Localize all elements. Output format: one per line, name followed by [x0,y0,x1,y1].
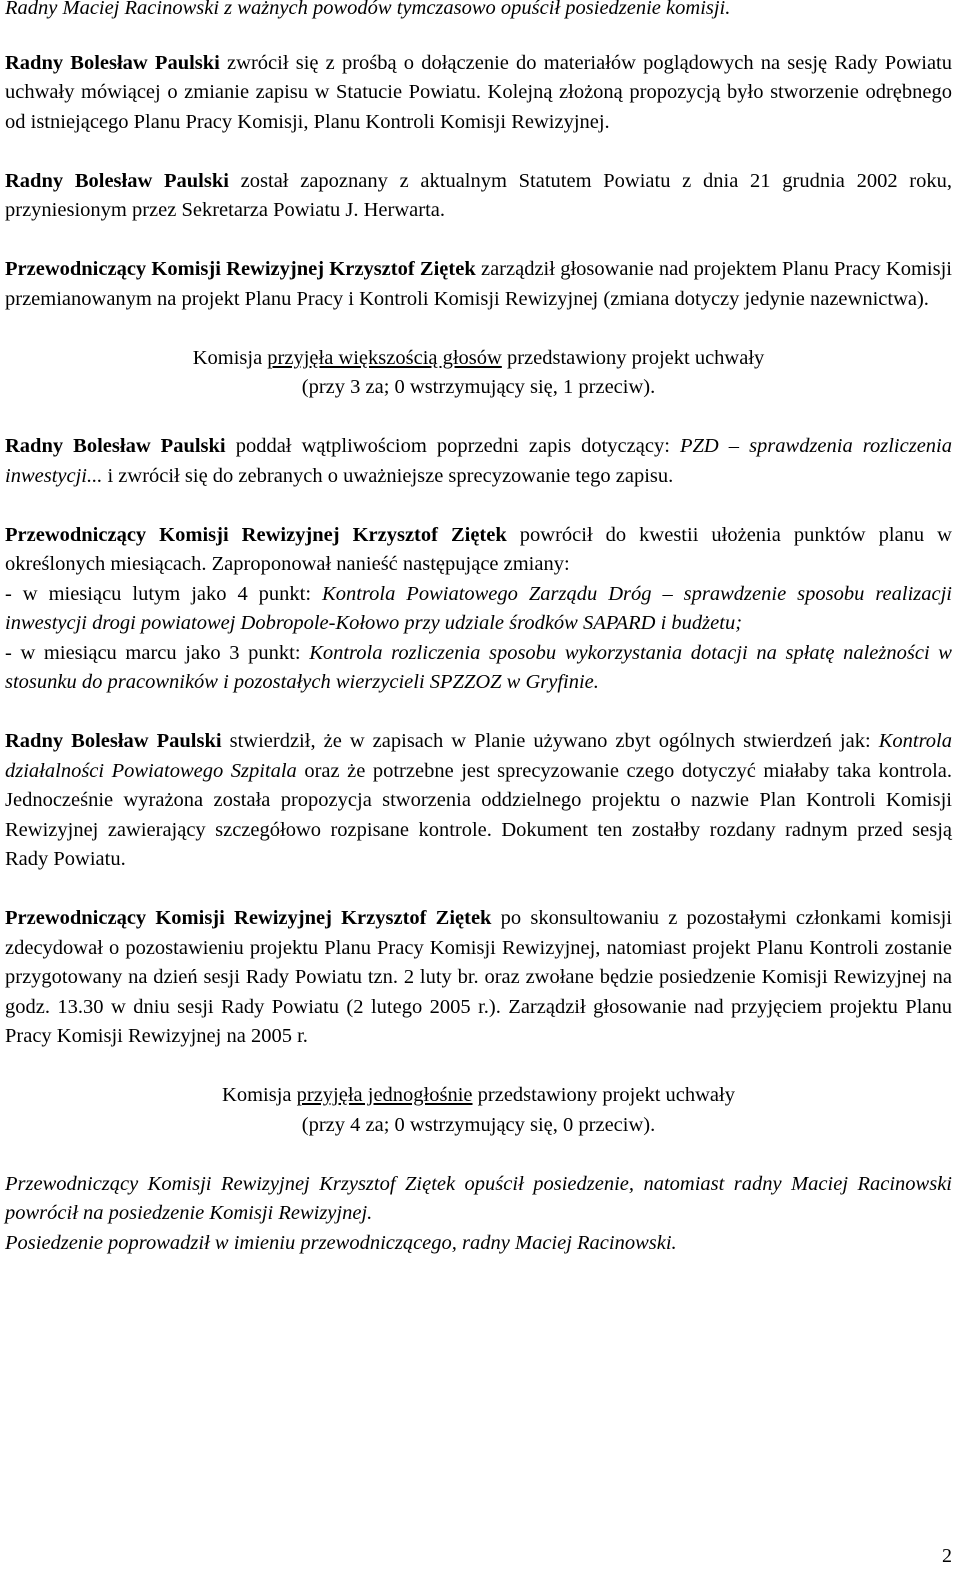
paragraph-text: po skonsultowaniu z pozostałymi członkami komisji zdecydował o pozostawieniu projektu Planu Pracy Komisji Rewizyjnej, natomiast projekt Planu Kontroli zostanie przygotowany na dzień sesji Rady Powiatu tzn. 2 luty br. oraz zwołane będzie posiedzenie Komisji Rewizyjnej na godz. 13.30 w dniu sesji Rady Powiatu (2 lutego 2005 r.). Zarządził głosowanie nad przyjęciem projektu Planu Pracy Komisji Rewizyjnej na 2005 r. [5,907,952,1047]
italic-quote: Kontrola działalności Powiatowego Szpitala [5,730,952,782]
paragraph-paulski-general: Radny Bolesław Paulski stwierdził, że w zapisach w Planie używano zbyt ogólnych stwierdzeń jak: Kontrola działalności Powiatowego Szpitala oraz że potrzebne jest sprecyzowanie czego dotyczyć miałaby taka kontrola. Jednocześnie wyrażona została propozycja stworzenia oddzielnego projektu o nazwie Plan Kontroli Komisji Rewizyjnej zawierający szczegółowo rozpisane kontrole. Dokument ten zostałby rozdany radnym przed sesją Rady Powiatu. [5,730,952,870]
paragraph-chairman-decision [5,904,952,1052]
paragraph-racinowski-leaves [5,0,952,24]
speaker-name: Przewodniczący Komisji Rewizyjnej Krzysztof Ziętek [5,523,507,546]
paragraph-text: zwrócił się z prośbą o dołączenie do materiałów poglądowych na sesję Rady Powiatu uchwały mówiącej o zmianie zapisu w Statucie Powiatu. Kolejną złożoną propozycją było stworzenie odrębnego od istniejącego Planu Pracy Komisji, Planu Kontroli Komisji Rewizyjnej. [5,51,953,133]
list-item-february: - w miesiącu lutym jako 4 punkt: Kontrola Powiatowego Zarządu Dróg – sprawdzenie sposobu realizacji inwestycji drogi powiatowej Dobropole-Kołowo przy udziale środków SAPARD i budżetu; [5,582,952,634]
speaker-name: Przewodniczący Komisji Rewizyjnej Krzysztof Ziętek [5,258,476,280]
paragraph-chairman-changes [5,521,952,580]
page-number: 2 [942,1545,952,1567]
italic-text: Przewodniczący Komisji Rewizyjnej Krzysztof Ziętek opuścił posiedzenie, natomiast radny Maciej Racinowski powrócił na posiedzenie Komisji Rewizyjnej. [5,1172,952,1224]
paragraph-text: został zapoznany z aktualnym Statutem Powiatu z dnia 21 grudnia 2002 roku, przyniesionym przez Sekretarza Powiatu J. Herwarta. [5,169,953,221]
italic-item: Kontrola rozliczenia sposobu wykorzystania dotacji na spłatę należności w stosunku do pracowników i pozostałych wierzycieli SPZZOZ w Gryfinie. [5,641,952,693]
vote-count-2: (przy 4 za; 0 wstrzymujący się, 0 przeciw). [301,1113,656,1136]
vote-result-1: Komisja przyjęła większością głosów przedstawiony projekt uchwały [192,346,765,369]
closing-paragraph-1 [5,1170,952,1229]
paragraph-paulski-statute [5,167,952,226]
speaker-name: Radny Bolesław Paulski [5,730,222,752]
vote-count-1: (przy 3 za; 0 wstrzymujący się, 1 przeciw). [301,376,656,398]
vote-outcome: przyjęła jednogłośnie [296,1084,473,1106]
italic-text: Posiedzenie poprowadził w imieniu przewodniczącego, radny Maciej Racinowski. [5,1231,677,1254]
speaker-name: Radny Bolesław Paulski [5,51,220,74]
speaker-name: Radny Bolesław Paulski [5,435,226,457]
vote-outcome: przyjęła większością głosów [267,346,502,369]
speaker-name: Przewodniczący Komisji Rewizyjnej Krzysztof Ziętek [5,907,492,929]
paragraph-paulski-request [5,49,952,138]
italic-text: Radny Maciej Racinowski z ważnych powodów tymczasowo opuścił posiedzenie komisji. [5,0,731,19]
paragraph-text: zarządził głosowanie nad projektem Planu Pracy Komisji przemianowanym na projekt Planu Pracy i Kontroli Komisji Rewizyjnej (zmiana dotyczy jedynie nazewnictwa). [5,258,952,310]
paragraph-chairman-vote [5,255,952,314]
italic-item: Kontrola Powiatowego Zarządu Dróg – sprawdzenie sposobu realizacji inwestycji drogi powiatowej Dobropole-Kołowo przy udziale środków SAPARD i budżetu; [5,582,952,634]
paragraph-text: powrócił do kwestii ułożenia punktów planu w określonych miesiącach. Zaproponował nanieść następujące zmiany: [5,523,952,575]
closing-paragraph-2 [5,1229,952,1259]
document-page [5,0,952,1258]
italic-quote: PZD – sprawdzenia rozliczenia inwestycji... [5,435,953,487]
speaker-name: Radny Bolesław Paulski [5,169,229,192]
vote-result-2: Komisja przyjęła jednogłośnie przedstawiony projekt uchwały [222,1084,735,1106]
list-item-march: - w miesiącu marcu jako 3 punkt: Kontrola rozliczenia sposobu wykorzystania dotacji na spłatę należności w stosunku do pracowników i pozostałych wierzycieli SPZZOZ w Gryfinie. [5,641,952,693]
paragraph-paulski-doubts: Radny Bolesław Paulski poddał wątpliwościom poprzedni zapis dotyczący: PZD – sprawdzenia rozliczenia inwestycji... i zwrócił się do zebranych o uważniejsze sprecyzowanie tego zapisu. [5,435,953,487]
